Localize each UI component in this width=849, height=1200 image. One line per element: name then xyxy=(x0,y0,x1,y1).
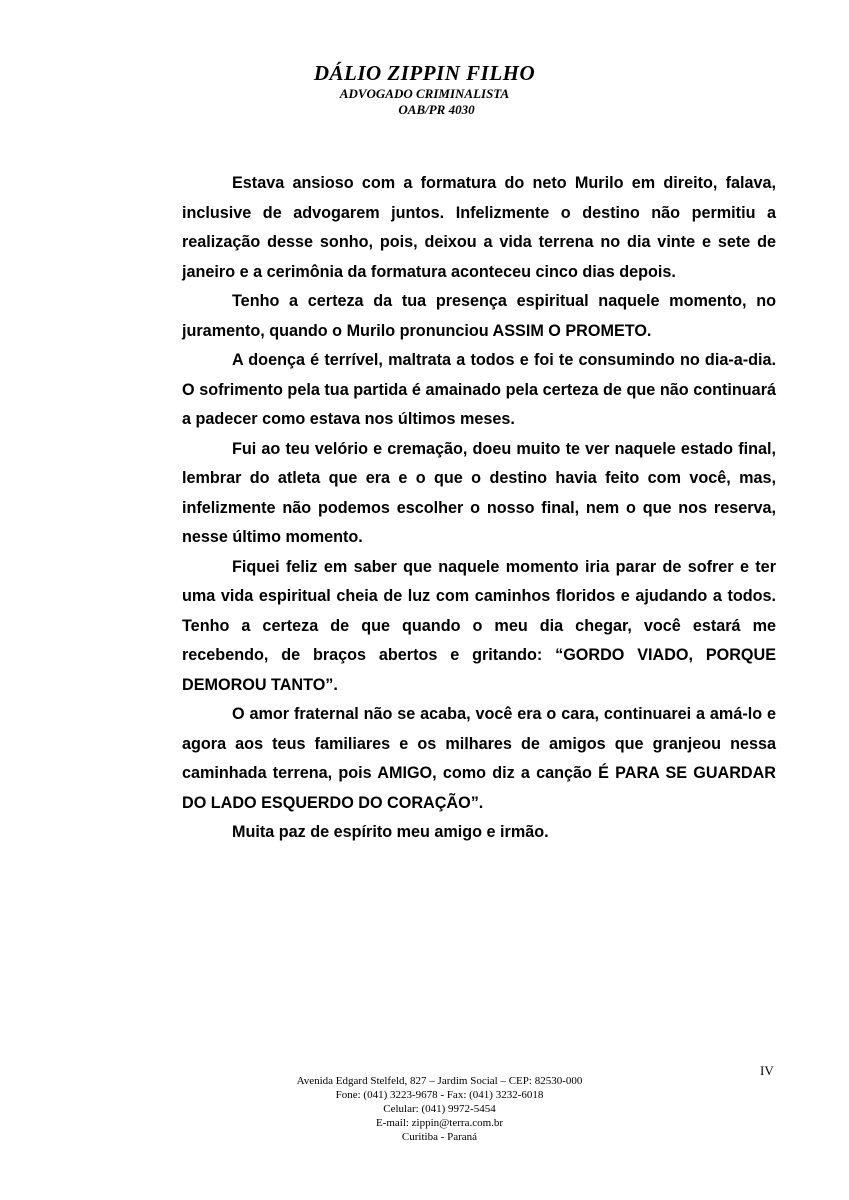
paragraph-1: Estava ansioso com a formatura do neto Murilo em direito, falava, inclusive de advogarem juntos. Infelizmente o destino não permitiu a realização desse sonho, pois, deixou a vida terrena no dia vinte e sete de janeiro e a cerimônia da formatura aconteceu cinco dias depois. xyxy=(182,174,776,281)
lawyer-title: ADVOGADO CRIMINALISTA xyxy=(339,86,510,101)
paragraph-5: Fiquei feliz em saber que naquele momento iria parar de sofrer e ter uma vida espiritual cheia de luz com caminhos floridos e ajudando a todos. Tenho a certeza de que quando o meu dia chegar, você estará me recebendo, de braços abertos e gritando: “GORDO VIADO, PORQUE DEMOROU TANTO”. xyxy=(182,557,776,694)
letterhead xyxy=(0,60,849,118)
oab-registration: OAB/PR 4030 xyxy=(398,102,475,117)
footer-address: Avenida Edgard Stelfeld, 827 – Jardim Social – CEP: 82530-000 xyxy=(296,1075,583,1087)
paragraph-3: A doença é terrível, maltrata a todos e foi te consumindo no dia-a-dia. O sofrimento pela tua partida é amainado pela certeza de que não continuará a padecer como estava nos últimos meses. xyxy=(182,351,776,428)
letter-body xyxy=(182,169,776,848)
page-number: IV xyxy=(760,1063,774,1078)
paragraph-6: O amor fraternal não se acaba, você era o cara, continuarei a amá-lo e agora aos teus familiares e os milhares de amigos que granjeou nessa caminhada terrena, pois AMIGO, como diz a canção É PARA SE GUARDAR DO LADO ESQUERDO DO CORAÇÃO”. xyxy=(182,705,776,812)
lawyer-name: DÁLIO ZIPPIN FILHO xyxy=(313,61,536,85)
paragraph-7: Muita paz de espírito meu amigo e irmão. xyxy=(232,823,549,841)
footer-city: Curitiba - Paraná xyxy=(401,1131,478,1143)
footer-cell: Celular: (041) 9972-5454 xyxy=(383,1103,496,1115)
footer xyxy=(0,1074,849,1144)
paragraph-4: Fui ao teu velório e cremação, doeu muito te ver naquele estado final, lembrar do atleta que era e o que o destino havia feito com você, mas, infelizmente não podemos escolher o nosso final, nem o que nos reserva, nesse último momento. xyxy=(182,439,776,546)
footer-phone: Fone: (041) 3223-9678 - Fax: (041) 3232-6018 xyxy=(335,1089,544,1101)
paragraph-2: Tenho a certeza da tua presença espiritual naquele momento, no juramento, quando o Murilo pronunciou ASSIM O PROMETO. xyxy=(182,292,776,340)
footer-email: E-mail: zippin@terra.com.br xyxy=(375,1117,504,1129)
